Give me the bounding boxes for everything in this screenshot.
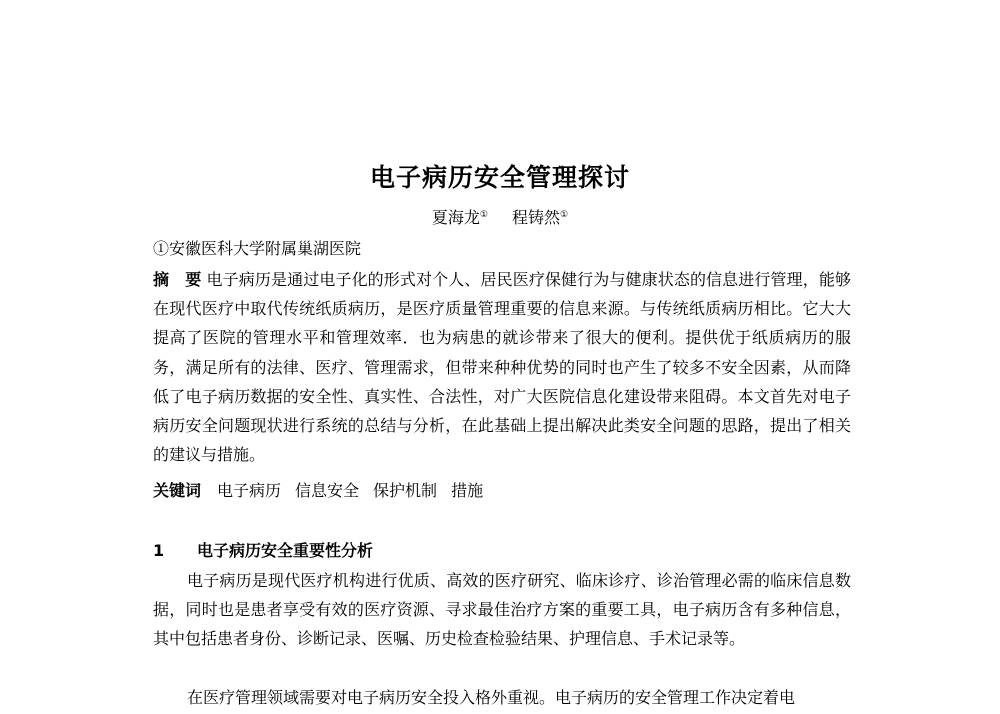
- keyword-2: 信息安全: [295, 481, 360, 500]
- author-list: [0, 207, 1000, 229]
- keyword-1: 电子病历: [217, 481, 282, 500]
- section-title: 电子病历安全重要性分析: [197, 541, 374, 560]
- author-1: [432, 207, 488, 229]
- author-2-name: 程铸然: [512, 208, 561, 227]
- keywords-label: 关键词: [153, 481, 202, 500]
- section-number: 1: [153, 541, 165, 560]
- author-2: [512, 207, 568, 229]
- abstract-label: 摘 要: [153, 270, 202, 289]
- body-paragraph-1: 电子病历是现代医疗机构进行优质、高效的医疗研究、临床诊疗、诊治管理必需的临床信息数据，同时也是患者享受有效的医疗资源、寻求最佳治疗方案的重要工具，电子病历含有多种信息，其中包括患者身份、诊断记录、医嘱、历史检查检验结果、护理信息、手术记录等。: [153, 571, 851, 649]
- author-2-affiliation-mark: ①: [560, 210, 569, 220]
- section-heading: [153, 540, 373, 562]
- paper-title: 电子病历安全管理探讨: [369, 163, 630, 192]
- affiliation: ①安徽医科大学附属巢湖医院: [153, 239, 362, 258]
- author-1-affiliation-mark: ①: [479, 210, 488, 220]
- abstract: [153, 265, 851, 469]
- abstract-text: 电子病历是通过电子化的形式对个人、居民医疗保健行为与健康状态的信息进行管理，能够在现代医疗中取代传统纸质病历，是医疗质量管理重要的信息来源。与传统纸质病历相比。它大大提高了医院的管理水平和管理效率．也为病患的就诊带来了很大的便利。提供优于纸质病历的服务，满足所有的法律、医疗、管理需求，但带来种种优势的同时也产生了较多不安全因素，从而降低了电子病历数据的安全性、真实性、合法性，对广大医院信息化建设带来阻碍。本文首先对电子病历安全问题现状进行系统的总结与分析，在此基础上提出解决此类安全问题的思路，提出了相关的建议与措施。: [153, 270, 851, 465]
- keywords: [153, 480, 497, 502]
- keyword-3: 保护机制: [373, 481, 438, 500]
- author-1-name: 夏海龙: [431, 208, 480, 227]
- body-paragraph-2: 在医疗管理领域需要对电子病历安全投入格外重视。电子病历的安全管理工作决定着电: [187, 688, 796, 707]
- keyword-4: 措施: [451, 481, 484, 500]
